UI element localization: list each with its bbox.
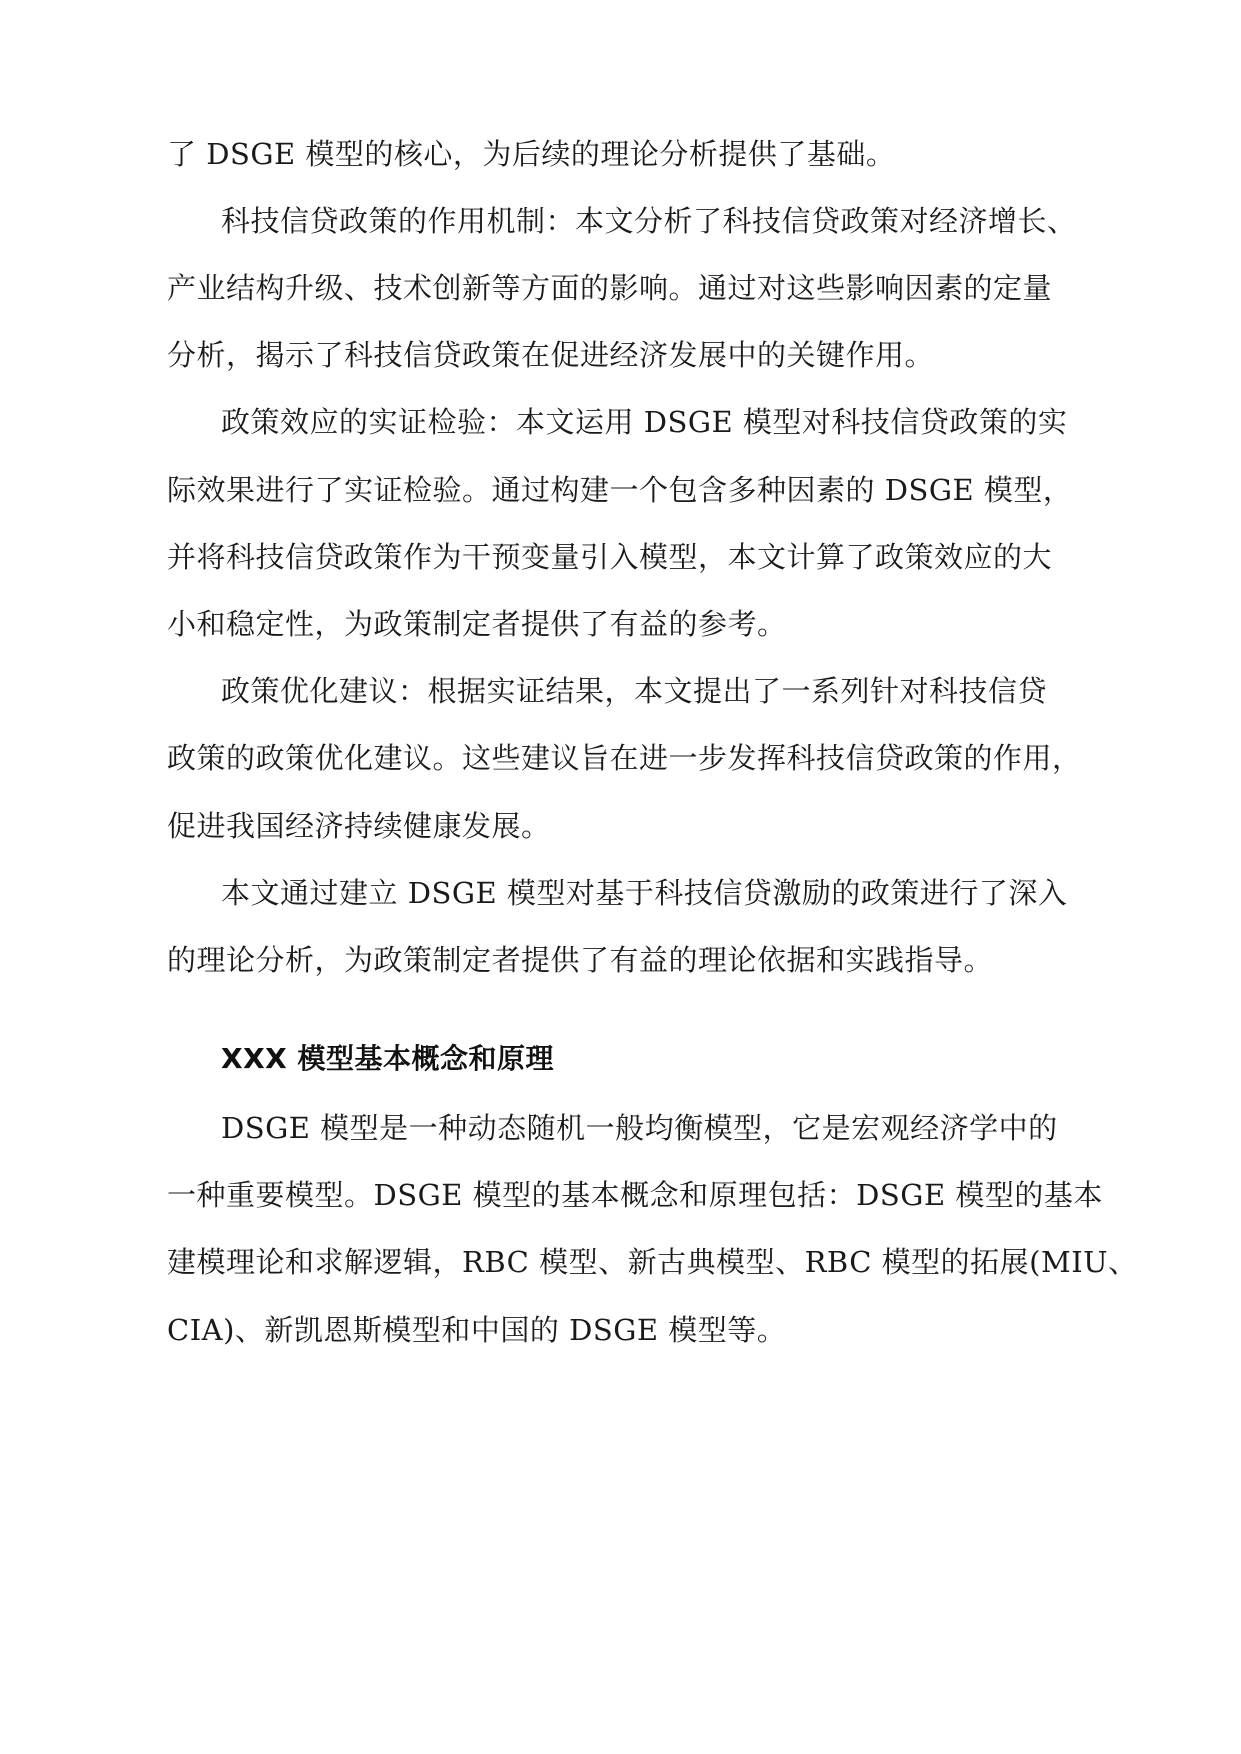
- paragraph-line: 了 DSGE 模型的核心，为后续的理论分析提供了基础。: [167, 137, 896, 171]
- section-heading: XXX 模型基本概念和原理: [221, 1042, 555, 1075]
- paragraph-line: 小和稳定性，为政策制定者提供了有益的参考。: [167, 607, 787, 641]
- paragraph-line: 并将科技信贷政策作为干预变量引入模型，本文计算了政策效应的大: [167, 540, 1053, 574]
- paragraph-line: 产业结构升级、技术创新等方面的影响。通过对这些影响因素的定量: [167, 271, 1053, 305]
- paragraph-line: 政策的政策优化建议。这些建议旨在进一步发挥科技信贷政策的作用，: [167, 741, 1082, 775]
- paragraph-line: 分析，揭示了科技信贷政策在促进经济发展中的关键作用。: [167, 338, 935, 372]
- paragraph-line: 本文通过建立 DSGE 模型对基于科技信贷激励的政策进行了深入: [221, 876, 1068, 910]
- paragraph-line: 科技信贷政策的作用机制：本文分析了科技信贷政策对经济增长、: [221, 204, 1077, 238]
- paragraph-line: 的理论分析，为政策制定者提供了有益的理论依据和实践指导。: [167, 943, 994, 977]
- paragraph-line: 促进我国经济持续健康发展。: [167, 809, 551, 843]
- paragraph-line: 际效果进行了实证检验。通过构建一个包含多种因素的 DSGE 模型，: [167, 473, 1073, 507]
- paragraph-line: DSGE 模型是一种动态随机一般均衡模型，它是宏观经济学中的: [221, 1111, 1058, 1145]
- paragraph-line: 建模理论和求解逻辑，RBC 模型、新古典模型、RBC 模型的拓展(MIU、: [167, 1245, 1138, 1279]
- paragraph-line: CIA)、新凯恩斯模型和中国的 DSGE 模型等。: [167, 1313, 787, 1347]
- paragraph-line: 政策优化建议：根据实证结果，本文提出了一系列针对科技信贷: [221, 674, 1048, 708]
- paragraph-line: 政策效应的实证检验：本文运用 DSGE 模型对科技信贷政策的实: [221, 405, 1068, 439]
- paragraph-line: 一种重要模型。DSGE 模型的基本概念和原理包括：DSGE 模型的基本: [167, 1178, 1103, 1212]
